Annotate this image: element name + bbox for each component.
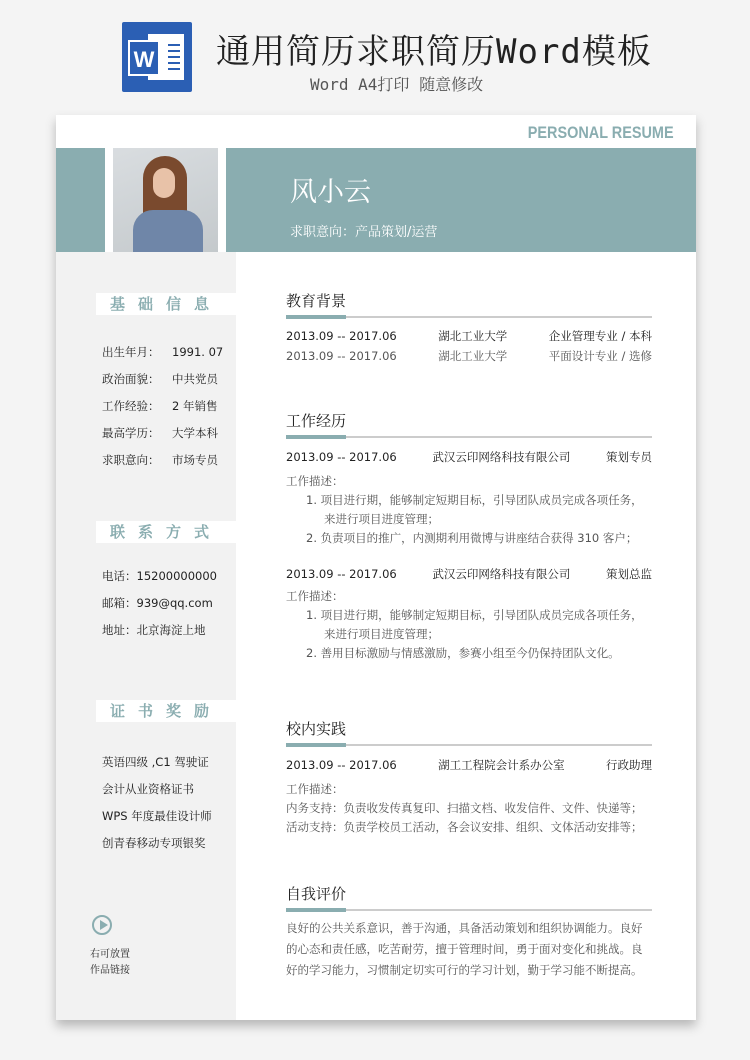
desc-label: 工作描述： — [286, 782, 344, 796]
basic-item: 最高学历： 大学本科 — [102, 426, 218, 440]
section-title: 自我评价 — [286, 885, 347, 903]
banner-title: 通用简历求职简历Word模板 — [216, 32, 652, 72]
job-row: 2013.09 -- 2017.06 武汉云印网络科技有限公司 策划专员 — [286, 450, 652, 464]
header-accent-block — [56, 148, 105, 252]
play-icon[interactable] — [92, 915, 112, 935]
award-item: 创青春移动专项银奖 — [102, 836, 206, 850]
banner-subtitle: Word A4打印 随意修改 — [310, 75, 484, 94]
candidate-name: 风小云 — [290, 177, 371, 208]
section-title: 工作经历 — [286, 412, 347, 430]
job-item: 2. 负责项目的推广，内测期利用微博与讲座结合获得 310 客户； — [306, 531, 638, 545]
education-row: 2013.09 -- 2017.06 湖北工业大学 企业管理专业 / 本科 — [286, 329, 652, 343]
basic-item: 工作经验： 2 年销售 — [102, 399, 218, 413]
personal-resume-label: PERSONAL RESUME — [528, 123, 674, 142]
awards-heading: 证书奖励 — [96, 700, 236, 722]
job-item: 2. 善用目标激励与情感激励，参赛小组至今仍保持团队文化。 — [306, 646, 620, 660]
job-intent: 求职意向：产品策划/运营 — [290, 225, 438, 240]
contact-email: 邮箱：939@qq.com — [102, 596, 213, 610]
sidebar — [56, 252, 236, 1020]
resume-page — [56, 115, 696, 1020]
section-title: 教育背景 — [286, 292, 347, 310]
contact-heading: 联系方式 — [96, 521, 236, 543]
profile-photo — [113, 148, 218, 252]
award-item: 英语四级 ,C1 驾驶证 — [102, 755, 209, 769]
campus-section — [286, 718, 652, 837]
divider — [286, 436, 652, 438]
divider — [286, 909, 652, 911]
desc-label: 工作描述： — [286, 474, 344, 488]
divider — [286, 744, 652, 746]
campus-row: 2013.09 -- 2017.06 湖工工程院会计系办公室 行政助理 — [286, 758, 652, 772]
self-eval-section — [286, 883, 652, 981]
job-row: 2013.09 -- 2017.06 武汉云印网络科技有限公司 策划总监 — [286, 567, 652, 581]
divider — [286, 316, 652, 318]
basic-item: 出生年月： 1991. 07 — [102, 345, 224, 359]
logo-letter: W — [128, 40, 160, 76]
job-item: 1. 项目进行期，能够制定短期目标，引导团队成员完成各项任务，来进行项目进度管理； — [306, 493, 643, 526]
campus-line: 内务支持：负责收发传真复印、扫描文档、收发信件、文件、快递等； — [286, 801, 643, 815]
basic-item: 求职意向： 市场专员 — [102, 453, 218, 467]
basic-info-heading: 基础信息 — [96, 293, 236, 315]
section-title: 校内实践 — [286, 720, 347, 738]
desc-label: 工作描述： — [286, 589, 344, 603]
education-row: 2013.09 -- 2017.06 湖北工业大学 平面设计专业 / 选修 — [286, 349, 652, 363]
contact-address: 地址：北京海淀上地 — [102, 623, 206, 637]
campus-line: 活动支持：负责学校员工活动，各会议安排、组织、文体活动安排等； — [286, 820, 643, 834]
job-item: 1. 项目进行期，能够制定短期目标，引导团队成员完成各项任务，来进行项目进度管理； — [306, 608, 643, 641]
self-eval-text: 良好的公共关系意识，善于沟通，具备活动策划和组织协调能力。良好的心态和责任感，吃苦耐劳，擅于管理时间，勇于面对变化和挑战。良好的学习能力，习惯制定切实可行的学习计划，勤于学习能不断提高。 — [286, 921, 643, 977]
portfolio-link-note: 右可放置 作品链接 — [90, 949, 130, 976]
basic-item: 政治面貌： 中共党员 — [102, 372, 218, 386]
award-item: 会计从业资格证书 — [102, 782, 194, 796]
education-section — [286, 290, 652, 366]
contact-phone: 电话：15200000000 — [102, 569, 217, 583]
work-section — [286, 410, 652, 663]
word-logo-icon — [122, 22, 192, 92]
award-item: WPS 年度最佳设计师 — [102, 809, 212, 823]
